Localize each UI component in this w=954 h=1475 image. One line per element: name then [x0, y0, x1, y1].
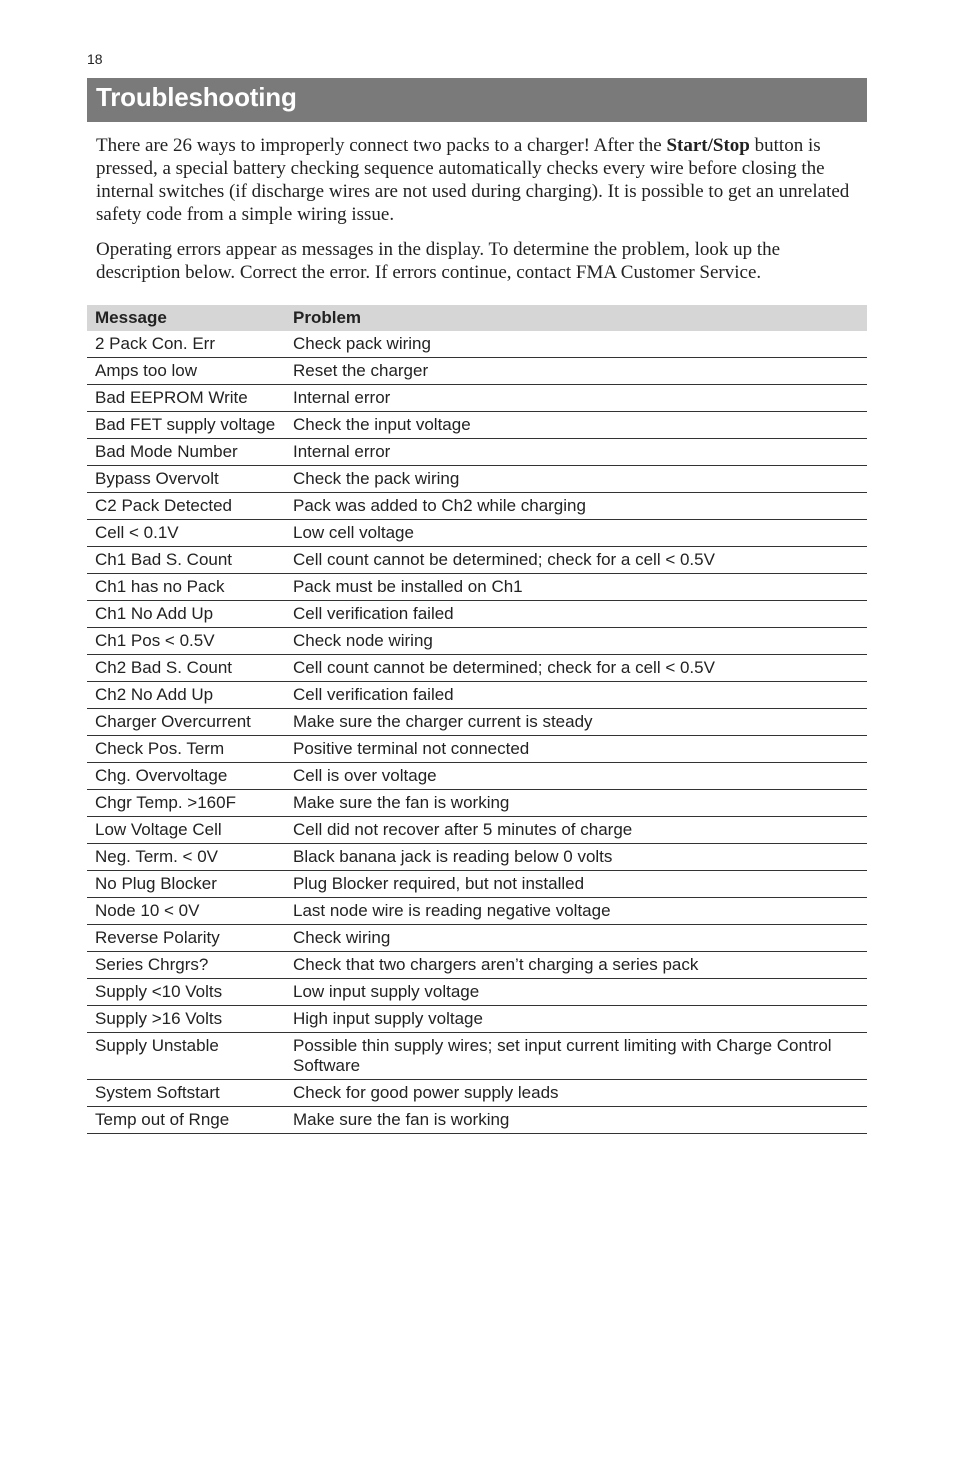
header-problem: Problem — [285, 305, 867, 331]
table-row — [87, 817, 867, 844]
problem-cell: Make sure the fan is working — [285, 790, 867, 817]
message-cell: Supply >16 Volts — [87, 1006, 285, 1033]
message-cell: C2 Pack Detected — [87, 493, 285, 520]
table-row — [87, 1006, 867, 1033]
table-row — [87, 709, 867, 736]
problem-cell: Make sure the charger current is steady — [285, 709, 867, 736]
problem-cell: High input supply voltage — [285, 1006, 867, 1033]
table-row — [87, 1033, 867, 1080]
table-row — [87, 520, 867, 547]
message-cell: Check Pos. Term — [87, 736, 285, 763]
section-title: Troubleshooting — [96, 82, 297, 112]
message-cell: Ch2 No Add Up — [87, 682, 285, 709]
problem-cell: Make sure the fan is working — [285, 1107, 867, 1134]
message-cell: Ch1 has no Pack — [87, 574, 285, 601]
table-header-row — [87, 305, 867, 331]
table-row — [87, 898, 867, 925]
page-number: 18 — [87, 51, 103, 67]
table-row — [87, 655, 867, 682]
message-cell: Node 10 < 0V — [87, 898, 285, 925]
message-cell: Bad EEPROM Write — [87, 385, 285, 412]
message-cell: Ch1 Bad S. Count — [87, 547, 285, 574]
problem-cell: Check wiring — [285, 925, 867, 952]
message-cell: Bad Mode Number — [87, 439, 285, 466]
message-cell: Neg. Term. < 0V — [87, 844, 285, 871]
intro-paragraph-2: Operating errors appear as messages in the display. To determine the problem, look up the description below. Correct the error. If errors continue, contact FMA Customer Service. — [96, 239, 781, 283]
table-row — [87, 763, 867, 790]
intro-p1-before: There are 26 ways to improperly connect two packs to a charger! After the — [96, 135, 667, 156]
table-row — [87, 466, 867, 493]
message-cell: Amps too low — [87, 358, 285, 385]
problem-cell: Low input supply voltage — [285, 979, 867, 1006]
table-row — [87, 412, 867, 439]
message-cell: No Plug Blocker — [87, 871, 285, 898]
problem-cell: Possible thin supply wires; set input current limiting with Charge Control Software — [285, 1033, 867, 1080]
problem-cell: Last node wire is reading negative voltage — [285, 898, 867, 925]
problem-cell: Cell count cannot be determined; check for a cell < 0.5V — [285, 655, 867, 682]
table-row — [87, 925, 867, 952]
problem-cell: Black banana jack is reading below 0 volts — [285, 844, 867, 871]
intro-text — [96, 134, 856, 296]
table-row — [87, 1080, 867, 1107]
message-cell: Series Chrgrs? — [87, 952, 285, 979]
table-row — [87, 358, 867, 385]
section-header — [87, 78, 867, 122]
table-row — [87, 493, 867, 520]
problem-cell: Internal error — [285, 439, 867, 466]
table-row — [87, 736, 867, 763]
troubleshooting-table — [87, 305, 867, 1134]
problem-cell: Check that two chargers aren’t charging a series pack — [285, 952, 867, 979]
message-cell: Reverse Polarity — [87, 925, 285, 952]
table-row — [87, 628, 867, 655]
message-cell: Bad FET supply voltage — [87, 412, 285, 439]
message-cell: Supply <10 Volts — [87, 979, 285, 1006]
problem-cell: Cell verification failed — [285, 601, 867, 628]
table-row — [87, 790, 867, 817]
start-stop-term: Start/Stop — [666, 135, 750, 156]
problem-cell: Cell count cannot be determined; check for a cell < 0.5V — [285, 547, 867, 574]
message-cell: 2 Pack Con. Err — [87, 331, 285, 358]
intro-paragraph-1 — [96, 134, 856, 226]
message-cell: Bypass Overvolt — [87, 466, 285, 493]
problem-cell: Positive terminal not connected — [285, 736, 867, 763]
message-cell: Cell < 0.1V — [87, 520, 285, 547]
table-row — [87, 682, 867, 709]
table-row — [87, 385, 867, 412]
problem-cell: Pack must be installed on Ch1 — [285, 574, 867, 601]
table-row — [87, 871, 867, 898]
message-cell: Supply Unstable — [87, 1033, 285, 1080]
problem-cell: Check for good power supply leads — [285, 1080, 867, 1107]
table-row — [87, 952, 867, 979]
message-cell: Ch1 No Add Up — [87, 601, 285, 628]
message-cell: Ch2 Bad S. Count — [87, 655, 285, 682]
table-row — [87, 574, 867, 601]
message-cell: System Softstart — [87, 1080, 285, 1107]
problem-cell: Internal error — [285, 385, 867, 412]
problem-cell: Cell verification failed — [285, 682, 867, 709]
intro-p1-after: button is pressed, a special battery checking sequence automatically checks every wire before closing the internal switches (if discharge wires are not used during charging). It is possible to get an unrelated safety code from a simple wiring issue. — [96, 135, 850, 225]
problem-cell: Cell is over voltage — [285, 763, 867, 790]
problem-cell: Cell did not recover after 5 minutes of charge — [285, 817, 867, 844]
problem-cell: Pack was added to Ch2 while charging — [285, 493, 867, 520]
table-row — [87, 844, 867, 871]
problem-cell: Check pack wiring — [285, 331, 867, 358]
table-row — [87, 547, 867, 574]
header-message: Message — [87, 305, 285, 331]
problem-cell: Plug Blocker required, but not installed — [285, 871, 867, 898]
table-row — [87, 1107, 867, 1134]
table-row — [87, 331, 867, 358]
table-body — [87, 331, 867, 1134]
problem-cell: Check node wiring — [285, 628, 867, 655]
table-row — [87, 439, 867, 466]
message-cell: Chgr Temp. >160F — [87, 790, 285, 817]
problem-cell: Check the pack wiring — [285, 466, 867, 493]
message-cell: Chg. Overvoltage — [87, 763, 285, 790]
problem-cell: Low cell voltage — [285, 520, 867, 547]
message-cell: Temp out of Rnge — [87, 1107, 285, 1134]
problem-cell: Check the input voltage — [285, 412, 867, 439]
table-row — [87, 601, 867, 628]
message-cell: Ch1 Pos < 0.5V — [87, 628, 285, 655]
message-cell: Low Voltage Cell — [87, 817, 285, 844]
message-cell: Charger Overcurrent — [87, 709, 285, 736]
table-row — [87, 979, 867, 1006]
problem-cell: Reset the charger — [285, 358, 867, 385]
